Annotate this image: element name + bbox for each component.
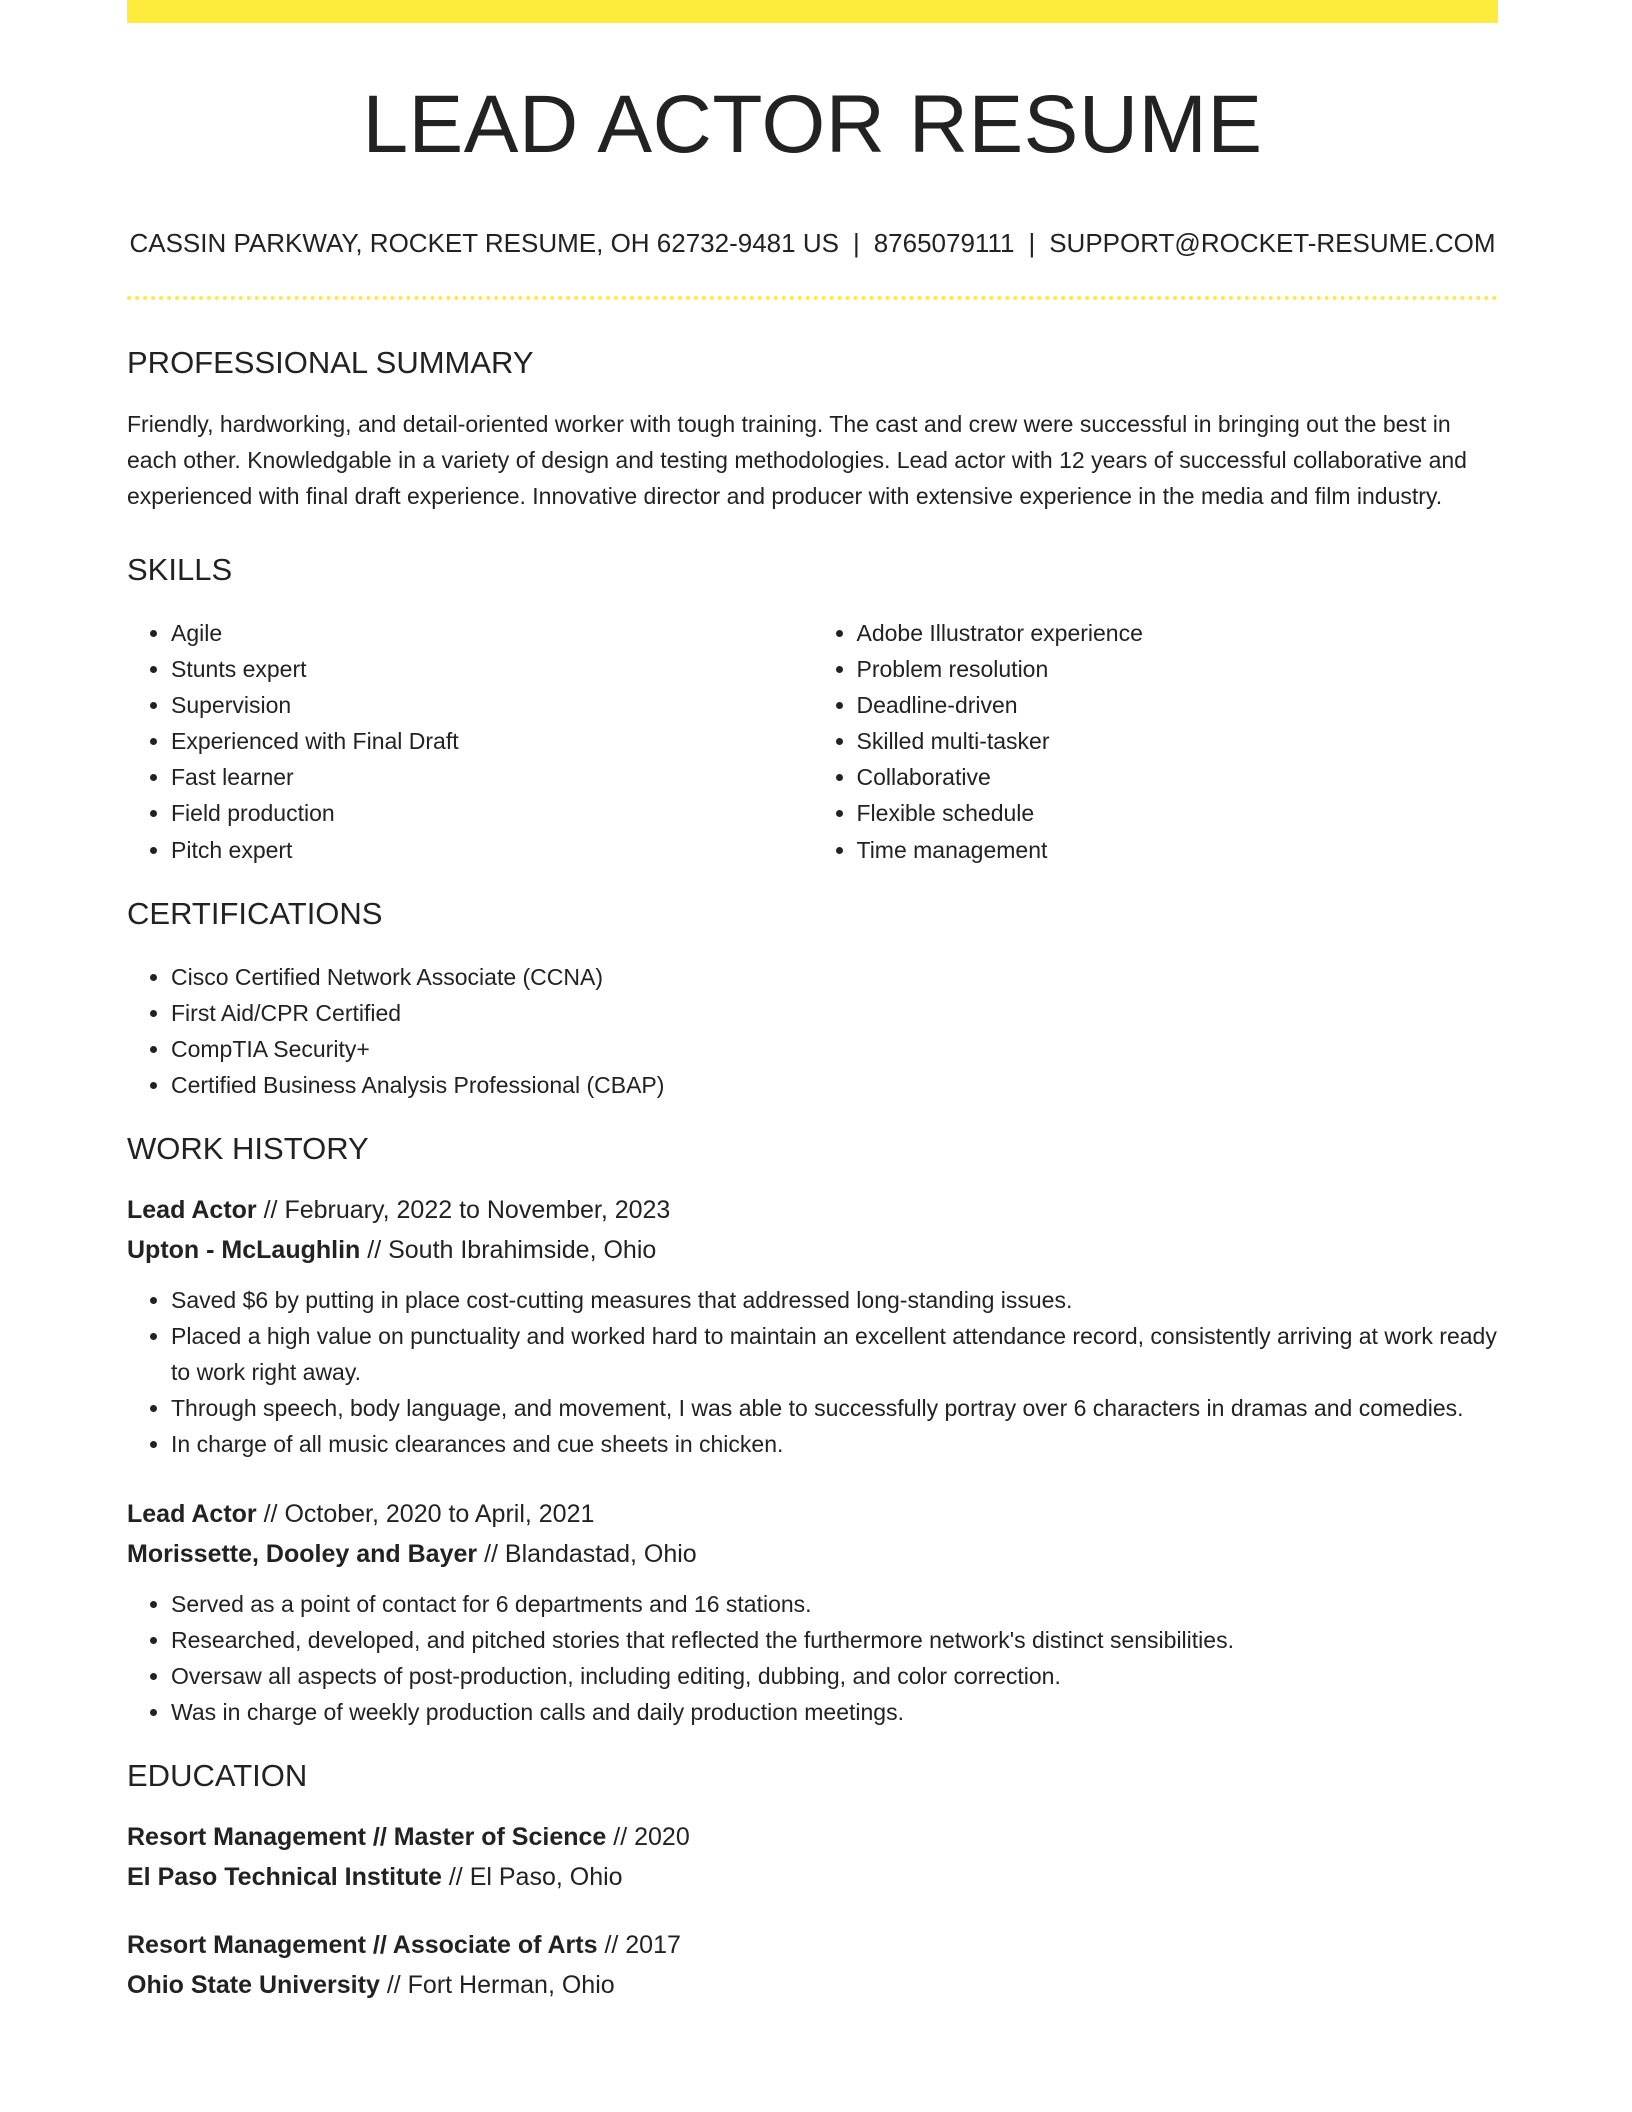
education-degree: Resort Management // Master of Science (127, 1823, 607, 1851)
skill-item: • Experienced with Final Draft (171, 723, 813, 759)
education-school: El Paso Technical Institute (127, 1863, 442, 1891)
job-company: Morissette, Dooley and Bayer (127, 1540, 478, 1568)
skills-list-left (127, 615, 813, 870)
contact-phone: 8765079111 (873, 228, 1015, 258)
job-company: Upton - McLaughlin (127, 1236, 361, 1264)
skill-item: • Field production (171, 795, 813, 831)
job-bullet: • Researched, developed, and pitched stories that reflected the furthermore network's distinct sensibilities. (171, 1622, 1498, 1658)
job-location: // Blandastad, Ohio (484, 1540, 697, 1568)
education-school: Ohio State University (127, 1971, 380, 1999)
job-bullets (127, 1586, 1498, 1730)
job-role-line (127, 1190, 1498, 1230)
summary-text: Friendly, hardworking, and detail-oriented worker with tough training. The cast and crew were successful in bringing out the best in each other. Knowledgable in a variety of design and testing methodologies. Lead actor with 12 years of successful collaborative and experienced with final draft experience. Innovative director and producer with extensive experience in the media and film industry. (127, 411, 1467, 509)
skill-item: • Flexible schedule (857, 795, 1499, 831)
certifications-heading: CERTIFICATIONS (127, 896, 383, 931)
skills-columns (127, 615, 1498, 870)
education-degree: Resort Management // Associate of Arts (127, 1931, 598, 1959)
skill-item: • Problem resolution (857, 651, 1499, 687)
job-role: Lead Actor (127, 1500, 257, 1528)
certifications-list (127, 959, 1498, 1103)
contact-separator: | (852, 228, 860, 258)
education-location: // El Paso, Ohio (448, 1863, 623, 1891)
certification-item: • Certified Business Analysis Professional (CBAP) (171, 1067, 1498, 1103)
skill-item: • Agile (171, 615, 813, 651)
skill-item: • Deadline-driven (857, 687, 1499, 723)
education-school-line (127, 1857, 1498, 1897)
education-year: // 2020 (613, 1823, 690, 1851)
contact-separator: | (1028, 228, 1036, 258)
skill-item: • Adobe Illustrator experience (857, 615, 1499, 651)
work-history-heading: WORK HISTORY (127, 1131, 369, 1166)
education-heading: EDUCATION (127, 1758, 308, 1793)
education-location: // Fort Herman, Ohio (386, 1971, 615, 1999)
job-bullet: • In charge of all music clearances and cue sheets in chicken. (171, 1426, 1498, 1462)
summary-heading: PROFESSIONAL SUMMARY (127, 345, 534, 380)
education-school-line (127, 1965, 1498, 2005)
job-bullet: • Oversaw all aspects of post-production, including editing, dubbing, and color correction. (171, 1658, 1498, 1694)
education-degree-line (127, 1925, 1498, 1965)
job-role: Lead Actor (127, 1196, 257, 1224)
job-dates: // October, 2020 to April, 2021 (263, 1500, 595, 1528)
job-role-line (127, 1494, 1498, 1534)
dotted-divider (127, 296, 1498, 300)
skill-item: • Stunts expert (171, 651, 813, 687)
skill-item: • Skilled multi-tasker (857, 723, 1499, 759)
education-degree-line (127, 1817, 1498, 1857)
accent-bar (127, 0, 1498, 23)
resume-title: LEAD ACTOR RESUME (362, 79, 1263, 170)
job-bullet: • Was in charge of weekly production calls and daily production meetings. (171, 1694, 1498, 1730)
job-location: // South Ibrahimside, Ohio (367, 1236, 657, 1264)
contact-address: CASSIN PARKWAY, ROCKET RESUME, OH 62732-9481 US (129, 228, 839, 258)
job-bullet: • Through speech, body language, and movement, I was able to successfully portray over 6 characters in dramas and comedies. (171, 1390, 1498, 1426)
skill-item: • Time management (857, 831, 1499, 870)
job-bullets (127, 1282, 1498, 1462)
skill-item: • Fast learner (171, 759, 813, 795)
job-company-line (127, 1230, 1498, 1270)
job-bullet: • Placed a high value on punctuality and worked hard to maintain an excellent attendance record, consistently arriving at work ready to work right away. (171, 1318, 1498, 1390)
skills-heading: SKILLS (127, 552, 233, 587)
certification-item: • Cisco Certified Network Associate (CCNA) (171, 959, 1498, 995)
certification-item: • First Aid/CPR Certified (171, 995, 1498, 1031)
job-dates: // February, 2022 to November, 2023 (263, 1196, 671, 1224)
job-bullet: • Served as a point of contact for 6 departments and 16 stations. (171, 1586, 1498, 1622)
education-year: // 2017 (604, 1931, 681, 1959)
skill-item: • Collaborative (857, 759, 1499, 795)
skill-item: • Supervision (171, 687, 813, 723)
contact-line (127, 230, 1498, 256)
job-company-line (127, 1534, 1498, 1574)
job-bullet: • Saved $6 by putting in place cost-cutting measures that addressed long-standing issues. (171, 1282, 1498, 1318)
skills-list-right (813, 615, 1499, 870)
certification-item: • CompTIA Security+ (171, 1031, 1498, 1067)
skill-item: • Pitch expert (171, 831, 813, 870)
resume-page (127, 0, 1498, 2005)
contact-email: SUPPORT@ROCKET-RESUME.COM (1049, 228, 1496, 258)
